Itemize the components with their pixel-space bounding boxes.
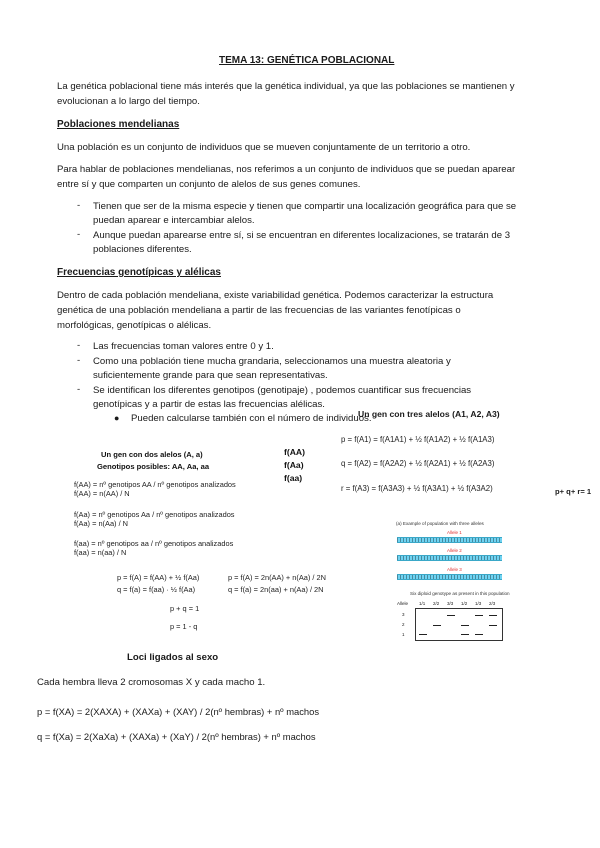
paragraph: Cada hembra lleva 2 cromosomas X y cada macho 1.	[37, 677, 266, 688]
q-equation-sex: q = f(Xa) = 2(XaXa) + (XAXa) + (XaY) / 2(nº hembras) + nº machos	[37, 731, 316, 742]
bullet-line: poblaciones diferentes.	[93, 244, 192, 255]
paragraph-line: Para hablar de poblaciones mendelianas, nos referimos a un conjunto de individuos que se puedan aparear	[57, 164, 516, 175]
r-equation-three: r = f(A3) = f(A3A3) + ½ f(A3A1) + ½ f(A3A2)	[341, 484, 493, 493]
three-allele-heading: Un gen con tres alelos (A1, A2, A3)	[358, 409, 500, 419]
allele-2-label: Allele 2	[447, 548, 462, 553]
genotypes-heading: Genotipos posibles: AA, Aa, aa	[97, 462, 210, 471]
def-AA-line: f(AA) = nº genotipos AA / nº genotipos analizados	[74, 480, 236, 489]
p-equation-sex: p = f(XA) = 2(XAXA) + (XAXa) + (XAY) / 2(nº hembras) + nº machos	[37, 706, 320, 717]
paragraph-line: Dentro de cada población mendeliana, existe variabilidad genética. Podemos caracterizar la estructura	[57, 290, 494, 301]
freq-Aa: f(Aa)	[284, 460, 304, 470]
two-allele-heading: Un gen con dos alelos (A, a)	[101, 450, 203, 459]
intro-line-1: La genética poblacional tiene más interés que la genética individual, ya que las poblaciones se mantienen y	[57, 81, 515, 92]
bullet-line: Aunque puedan aparearse entre sí, si se encuentran en diferentes localizaciones, se tratarán de 3	[93, 230, 511, 241]
grid-header: 1/3	[475, 601, 482, 606]
section-heading-poblaciones: Poblaciones mendelianas	[57, 119, 180, 130]
bullet-line: Se identifican los diferentes genotipos (genotipaje) , podemos cuantificar sus frecuencias	[93, 385, 472, 396]
paragraph: Una población es un conjunto de individuos que se mueven conjuntamente de un territorio a otro.	[57, 142, 471, 153]
sum-equation: p + q = 1	[170, 604, 200, 613]
grid-header: 1/1	[419, 601, 426, 606]
bullet-dash: -	[77, 200, 81, 211]
grid-mark	[489, 615, 497, 616]
def-Aa-line: f(Aa) = n(Aa) / N	[74, 519, 129, 528]
q-complement: p = 1 - q	[170, 622, 198, 631]
grid-mark	[475, 615, 483, 616]
bullet-dash: -	[77, 340, 81, 351]
q-equation-2: q = f(a) = 2n(aa) + n(Aa) / 2N	[228, 585, 324, 594]
page-title: TEMA 13: GENÉTICA POBLACIONAL	[219, 55, 395, 66]
freq-aa: f(aa)	[284, 473, 303, 483]
allele-3-bar	[397, 574, 502, 580]
q-equation-three: q = f(A2) = f(A2A2) + ½ f(A2A1) + ½ f(A2A3)	[341, 459, 495, 468]
allele-1-bar	[397, 537, 502, 543]
grid-mark	[461, 625, 469, 626]
allele-2-bar	[397, 555, 502, 561]
grid-row-label: 3	[402, 612, 405, 617]
grid-header-allele: Allele	[397, 601, 409, 606]
freq-AA: f(AA)	[284, 447, 305, 457]
q-equation-1: q = f(a) = f(aa) · ½ f(Aa)	[117, 585, 196, 594]
pqr-sum: p+ q+ r= 1	[555, 487, 592, 496]
p-equation-1: p = f(A) = f(AA) + ½ f(Aa)	[117, 573, 200, 582]
paragraph-line: morfológicas, genotípicas o alélicas.	[57, 320, 212, 331]
def-AA-line: f(AA) = n(AA) / N	[74, 489, 130, 498]
grid-mark	[419, 634, 427, 635]
grid-mark	[461, 634, 469, 635]
grid-mark	[489, 625, 497, 626]
p-equation-2: p = f(A) = 2n(AA) + n(Aa) / 2N	[228, 573, 326, 582]
paragraph-line: entre sí y que comparten un conjunto de alelos de sus genes comunes.	[57, 179, 361, 190]
paragraph-line: genética de una población mendeliana a partir de las frecuencias de las variantes fenotípicas o	[57, 305, 461, 316]
bullet-dash: -	[77, 384, 81, 395]
grid-mark	[447, 615, 455, 616]
intro-line-2: evolucionan a lo largo del tiempo.	[57, 96, 200, 107]
bullet-dash: -	[77, 229, 81, 240]
section-heading-frecuencias: Frecuencias genotípicas y alélicas	[57, 267, 221, 278]
figure-caption: (a) Example of population with three alleles	[396, 521, 484, 526]
grid-row-label: 1	[402, 632, 405, 637]
grid-mark	[433, 625, 441, 626]
p-equation-three: p = f(A1) = f(A1A1) + ½ f(A1A2) + ½ f(A1A3)	[341, 435, 495, 444]
bullet-line: Como una población tiene mucha grandaria, seleccionamos una muestra aleatoria y	[93, 356, 451, 367]
allele-3-label: Allele 3	[447, 567, 462, 572]
bullet-dash: -	[77, 355, 81, 366]
grid-mark	[475, 634, 483, 635]
bullet-line: Tienen que ser de la misma especie y tienen que compartir una localización geográfica para que se	[93, 201, 517, 212]
allele-1-label: Allele 1	[447, 530, 462, 535]
grid-header: 2/3	[489, 601, 496, 606]
def-Aa-line: f(Aa) = nº genotipos Aa / nº genotipos analizados	[74, 510, 235, 519]
grid-header: 1/2	[461, 601, 468, 606]
grid-header: 3/3	[447, 601, 454, 606]
section-heading-loci: Loci ligados al sexo	[127, 652, 219, 663]
bullet-dot-icon: ●	[114, 413, 120, 423]
bullet-line: genotípicas y a partir de estas las frecuencias alélicas.	[93, 399, 325, 410]
subbullet-line: Pueden calcularse también con el número de individuos.	[131, 413, 372, 424]
bullet-line: suficientemente grande para que sean representativas.	[93, 370, 328, 381]
grid-row-label: 2	[402, 622, 405, 627]
genotype-caption: Six diploid genotype as present in this population	[410, 591, 510, 596]
def-aa-line: f(aa) = nº genotipos aa / nº genotipos analizados	[74, 539, 234, 548]
bullet-line: puedan aparear e intercambiar alelos.	[93, 215, 255, 226]
def-aa-line: f(aa) = n(aa) / N	[74, 548, 127, 557]
genotype-grid	[397, 601, 507, 641]
grid-header: 2/2	[433, 601, 440, 606]
bullet-line: Las frecuencias toman valores entre 0 y 1.	[93, 341, 274, 352]
